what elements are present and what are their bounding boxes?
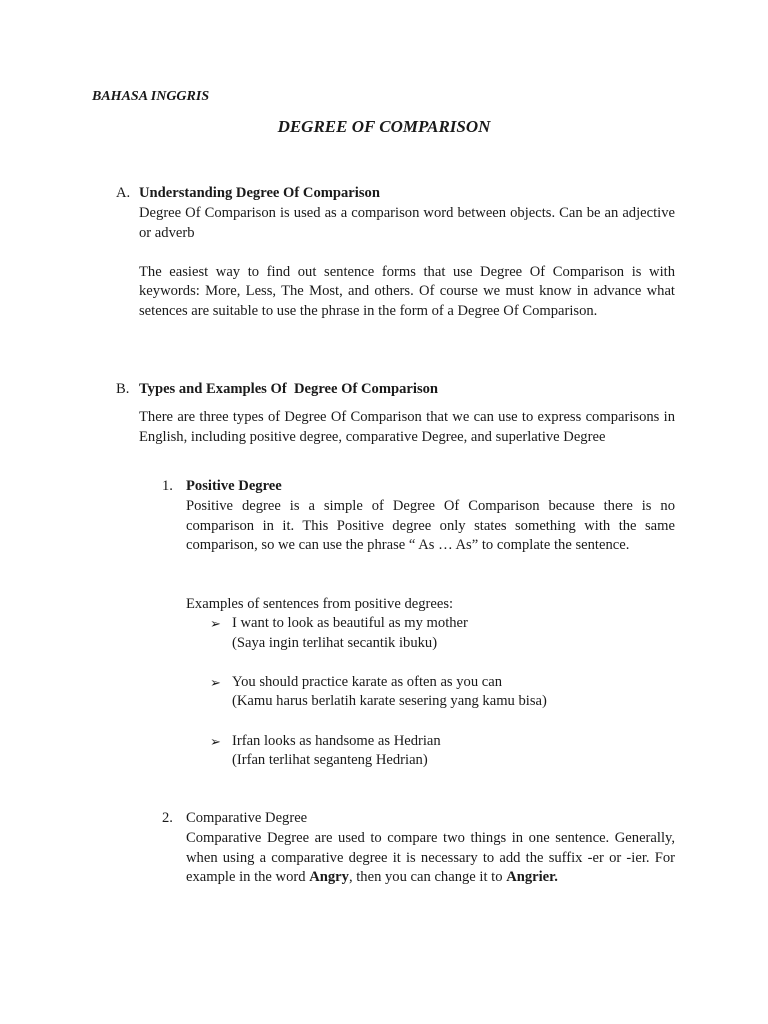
keyword-angrier: Angrier. xyxy=(506,869,558,886)
item-2-heading: Comparative Degree xyxy=(186,810,308,826)
document-title: DEGREE OF COMPARISON xyxy=(277,117,491,136)
examples-list xyxy=(210,614,675,771)
section-a-heading: Understanding Degree Of Comparison xyxy=(139,185,380,201)
item-1-heading: Positive Degree xyxy=(186,478,282,494)
example-translation: (Kamu harus berlatih karate sesering yang kamu bisa) xyxy=(232,693,547,710)
item-2-text-part-2: , then you can change it to xyxy=(348,869,507,886)
section-b-marker: B. xyxy=(116,381,130,397)
arrowhead-bullet-icon: ➢ xyxy=(210,733,221,749)
section-a-paragraph-2: The easiest way to find out sentence forms that use Degree Of Comparison is with keywords: More, Less, The Most, and others. Of course we must know in advance what setences are suitable to use the phrase in the form of a Degree Of Comparison. xyxy=(139,263,675,319)
section-b-heading: Types and Examples Of Degree Of Comparison xyxy=(139,381,439,397)
list-item xyxy=(210,614,675,653)
section-b-intro: There are three types of Degree Of Comparison that we can use to express comparisons in English, including positive degree, comparative Degree, and superlative Degree xyxy=(139,409,675,445)
section-a-paragraph-1: Degree Of Comparison is used as a comparison word between objects. Can be an adjective or adverb xyxy=(139,205,675,241)
subject-label: BAHASA INGGRIS xyxy=(92,89,210,104)
example-english: Irfan looks as handsome as Hedrian xyxy=(232,732,441,749)
example-english: You should practice karate as often as you can xyxy=(232,673,503,690)
item-2-text-part-1: Comparative Degree are used to compare two things in one sentence. Generally, when using a comparative degree it is necessary to add the suffix -er or -ier. For example in the word xyxy=(186,830,675,886)
item-2-body xyxy=(186,829,675,888)
item-2-number: 2. xyxy=(162,810,173,826)
examples-label: Examples of sentences from positive degrees: xyxy=(186,596,454,612)
section-a-marker: A. xyxy=(116,185,131,201)
item-1-number: 1. xyxy=(162,478,173,494)
item-1-body: Positive degree is a simple of Degree Of Comparison because there is no comparison in it. This Positive degree only states something with the same comparison, so we can use the phrase “ As … As” to complate the sentence. xyxy=(186,498,675,554)
section-a-body xyxy=(139,204,675,322)
list-item xyxy=(210,732,675,771)
list-item xyxy=(210,673,675,712)
arrowhead-bullet-icon: ➢ xyxy=(210,616,221,631)
arrowhead-bullet-icon: ➢ xyxy=(210,674,221,690)
keyword-angry: Angry xyxy=(309,869,349,886)
example-translation: (Irfan terlihat seganteng Hedrian) xyxy=(232,752,428,769)
example-translation: (Saya ingin terlihat secantik ibuku) xyxy=(232,634,438,651)
example-english: I want to look as beautiful as my mother xyxy=(232,615,468,631)
